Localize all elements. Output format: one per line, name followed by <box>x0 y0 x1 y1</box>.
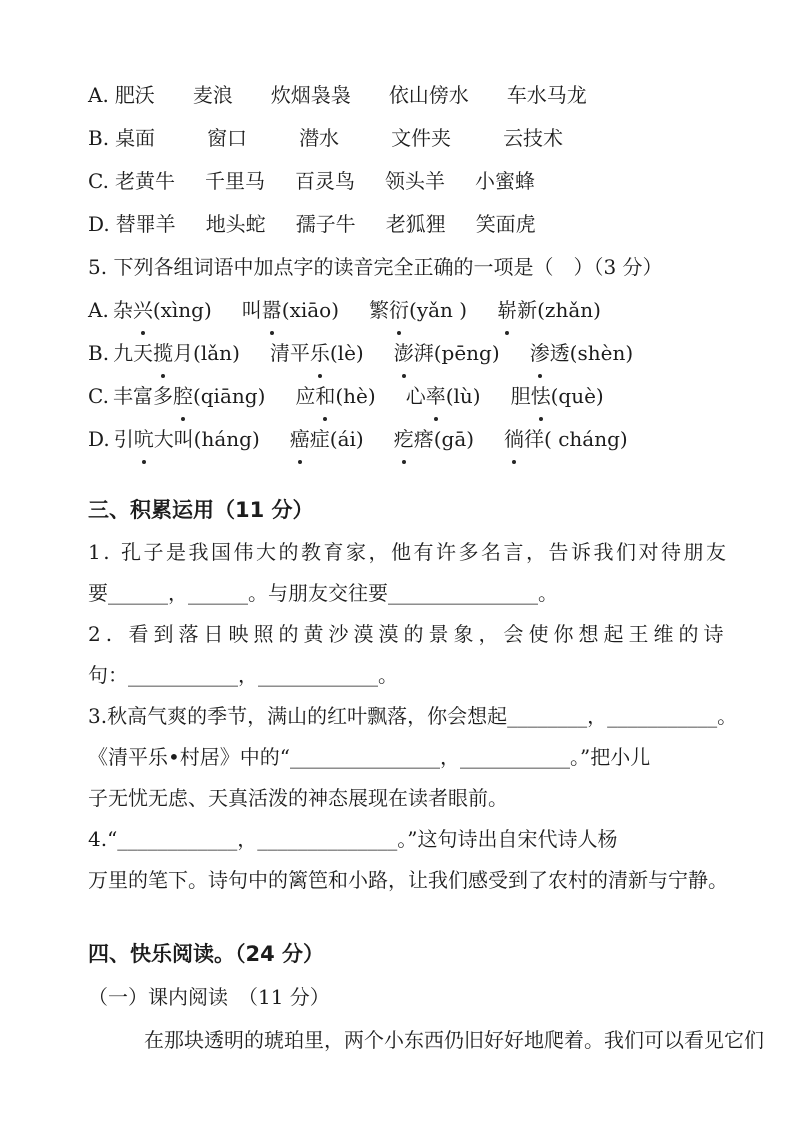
word-item: 徜徉( cháng) <box>504 418 628 461</box>
word-item: 千里马 <box>204 169 265 193</box>
word-item: 桌面 <box>115 126 156 150</box>
section4-heading: 四、快乐阅读。（24 分） <box>88 942 325 966</box>
emphasized-char: 澎 <box>394 332 414 375</box>
option-label: D. <box>88 427 110 451</box>
passage-first-line: 在那块透明的琥珀里，两个小东西仍旧好好地爬着。我们可以看见它们 <box>144 1028 764 1052</box>
word-item: 替罪羊 <box>115 212 176 236</box>
word-item: 文件夹 <box>391 126 452 150</box>
q5-option-items <box>114 418 658 461</box>
q4-line2: 万里的笔下。诗句中的篱笆和小路，让我们感受到了农村的清新与宁静。 <box>88 868 728 892</box>
word-item: 清平乐(lè) <box>270 332 364 375</box>
q5-option-items <box>113 332 663 375</box>
option-words <box>115 160 565 203</box>
word-item: 老狐狸 <box>385 212 446 236</box>
word-item: 炊烟袅袅 <box>270 83 351 107</box>
emphasized-char: 嚣 <box>262 289 282 332</box>
q5-option-c <box>88 375 723 418</box>
word-item: 老黄牛 <box>114 169 175 193</box>
word-item: 澎湃(pēng) <box>394 332 500 375</box>
word-group-option-a <box>88 74 723 117</box>
word-item: 崭新(zhǎn) <box>497 289 601 332</box>
emphasized-char: 崭 <box>497 289 517 332</box>
q2-line2-blanks: 句：___________，____________。 <box>88 663 398 687</box>
word-item: 丰富多腔(qiāng) <box>113 375 265 418</box>
emphasized-char: 衍 <box>389 289 409 332</box>
q5-option-b <box>88 332 723 375</box>
word-item: 孺子牛 <box>295 212 356 236</box>
q5-stem: 5. 下列各组词语中加点字的读音完全正确的一项是（ ）（3 分） <box>88 255 663 279</box>
word-item: 应和(hè) <box>295 375 375 418</box>
word-item: 领头羊 <box>384 169 445 193</box>
emphasized-char: 揽 <box>153 332 173 375</box>
emphasized-char: 渗 <box>530 332 550 375</box>
word-group-option-d <box>88 203 723 246</box>
word-group-option-b <box>88 117 723 160</box>
word-item: 渗透(shèn) <box>530 332 633 375</box>
option-label: A. <box>88 298 109 322</box>
word-item: 疙瘩(gā) <box>394 418 474 461</box>
section3-heading: 三、积累运用（11 分） <box>88 498 314 522</box>
option-label: C. <box>88 384 109 408</box>
word-item: 繁衍(yǎn ) <box>369 289 467 332</box>
emphasized-char: 腔 <box>173 375 193 418</box>
word-item: 窗口 <box>207 126 248 150</box>
word-item: 潜水 <box>299 126 340 150</box>
section-accumulation <box>88 489 738 901</box>
word-item: 地头蛇 <box>205 212 266 236</box>
word-item: 杂兴(xìng) <box>113 289 212 332</box>
q1-line2-blanks: 要______，______。与朋友交往要_______________。 <box>88 581 558 605</box>
word-item: 叫嚣(xiāo) <box>242 289 339 332</box>
word-item: 车水马龙 <box>506 83 587 107</box>
section4-subheading: （一）课内阅读 （11 分） <box>88 985 330 1009</box>
option-words <box>115 117 615 160</box>
emphasized-char: 兴 <box>133 289 153 332</box>
word-item: 九天揽月(lǎn) <box>113 332 240 375</box>
option-label: D. <box>88 212 110 236</box>
q5-option-d <box>88 418 723 461</box>
q1-line1: 1. 孔子是我国伟大的教育家，他有许多名言，告诉我们对待朋友 <box>88 540 729 564</box>
word-item: 小蜜蜂 <box>474 169 535 193</box>
word-item: 依山傍水 <box>388 83 469 107</box>
q5-option-a <box>88 289 723 332</box>
section-reading <box>88 933 764 1062</box>
q5-option-items <box>113 375 634 418</box>
option-label: C. <box>88 169 109 193</box>
option-label: B. <box>88 126 110 150</box>
emphasized-char: 癌 <box>290 418 310 461</box>
word-item: 百灵鸟 <box>294 169 355 193</box>
emphasized-char: 率 <box>426 375 446 418</box>
option-label: B. <box>88 341 110 365</box>
q3-line1-blanks: 3.秋高气爽的季节，满山的红叶飘落，你会想起________，___________。 <box>88 704 738 728</box>
word-group-option-c <box>88 160 723 203</box>
word-item: 癌症(ái) <box>290 418 364 461</box>
emphasized-char: 吭 <box>134 418 154 461</box>
emphasized-char: 疙 <box>394 418 414 461</box>
q4-line1-blanks: 4.“____________，______________。”这句诗出自宋代诗人杨 <box>88 827 618 851</box>
word-item: 引吭大叫(háng) <box>114 418 260 461</box>
q3-line2-blanks: 《清平乐•村居》中的“_______________，___________。”把小儿 <box>88 745 651 769</box>
word-item: 笑面虎 <box>475 212 536 236</box>
word-item: 心率(lù) <box>406 375 481 418</box>
word-item: 云技术 <box>503 126 564 150</box>
option-words <box>115 74 625 117</box>
word-item: 麦浪 <box>192 83 233 107</box>
emphasized-char: 怯 <box>531 375 551 418</box>
option-label: A. <box>88 83 109 107</box>
q3-line3: 子无忧无虑、天真活泼的神态展现在读者眼前。 <box>88 786 508 810</box>
word-item: 胆怯(què) <box>511 375 604 418</box>
q2-line1: 2. 看到落日映照的黄沙漠漠的景象，会使你想起王维的诗 <box>88 622 729 646</box>
q5-option-items <box>113 289 631 332</box>
emphasized-char: 乐 <box>310 332 330 375</box>
option-words <box>116 203 566 246</box>
emphasized-char: 和 <box>315 375 335 418</box>
word-item: 肥沃 <box>114 83 155 107</box>
emphasized-char: 徜 <box>504 418 524 461</box>
